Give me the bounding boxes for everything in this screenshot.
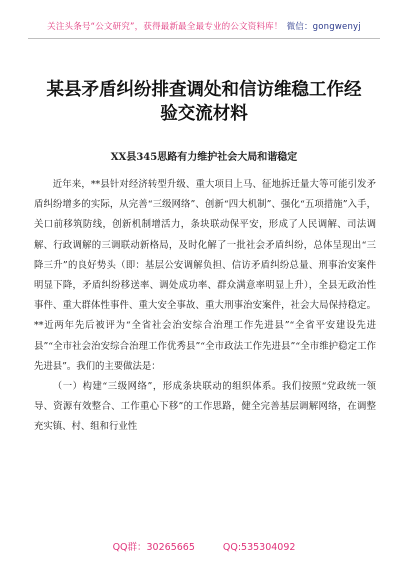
document-title: 某县矛盾纠纷排查调处和信访维稳工作经验交流材料 <box>46 80 362 124</box>
footer-contact <box>0 539 408 553</box>
header-promo-line <box>0 20 408 32</box>
footer-qq: QQ:535304092 <box>222 542 296 553</box>
body-paragraph: 近年来，**县针对经济转型升级、重大项目上马、征地拆迁量大等可能引发矛盾纠纷增多的实际，从完善“三级网络”、创新“四大机制”、强化“五项措施”入手，关口前移筑防线，创新机制增活力，条块联动保平安，形成了人民调解、司法调解、行政调解的三调联动新格局，及时化解了一批社会矛盾纠纷，总体呈现出“三降三升”的良好势头（即：基层公安调解负担、信访矛盾纠纷总量、刑事治安案件明显下降，矛盾纠纷移送率、调处成功率、群众满意率明显上升），全县无政治性事件、重大群体性事件、重大安全事故、重大刑事治安案件，社会大局保持稳定。**近两年先后被评为“全省社会治安综合治理工作先进县”“全省平安建设先进县”“全市社会治安综合治理工作优秀县”“全市政法工作先进县”“全市维护稳定工作先进县”。我们的主要做法是： <box>34 179 376 372</box>
header-divider <box>28 38 380 39</box>
header-promo-text: 关注头条号“公文研究”，获得最新最全最专业的公文资料库！ <box>47 22 283 32</box>
document-subtitle: XX县345思路有力维护社会大局和谐稳定 <box>110 152 298 163</box>
footer-qq-group: QQ群：30265665 <box>112 542 195 553</box>
body-paragraph: （一）构建“三级网络”，形成条块联动的组织体系。我们按照“党政统一领导、资源有效整合、工作重心下移”的工作思路，健全完善基层调解网络，在调整充实镇、村、组和行业性 <box>34 381 376 433</box>
document-body <box>34 175 376 438</box>
header-wechat-id: 微信：gongwenyj <box>286 22 361 32</box>
